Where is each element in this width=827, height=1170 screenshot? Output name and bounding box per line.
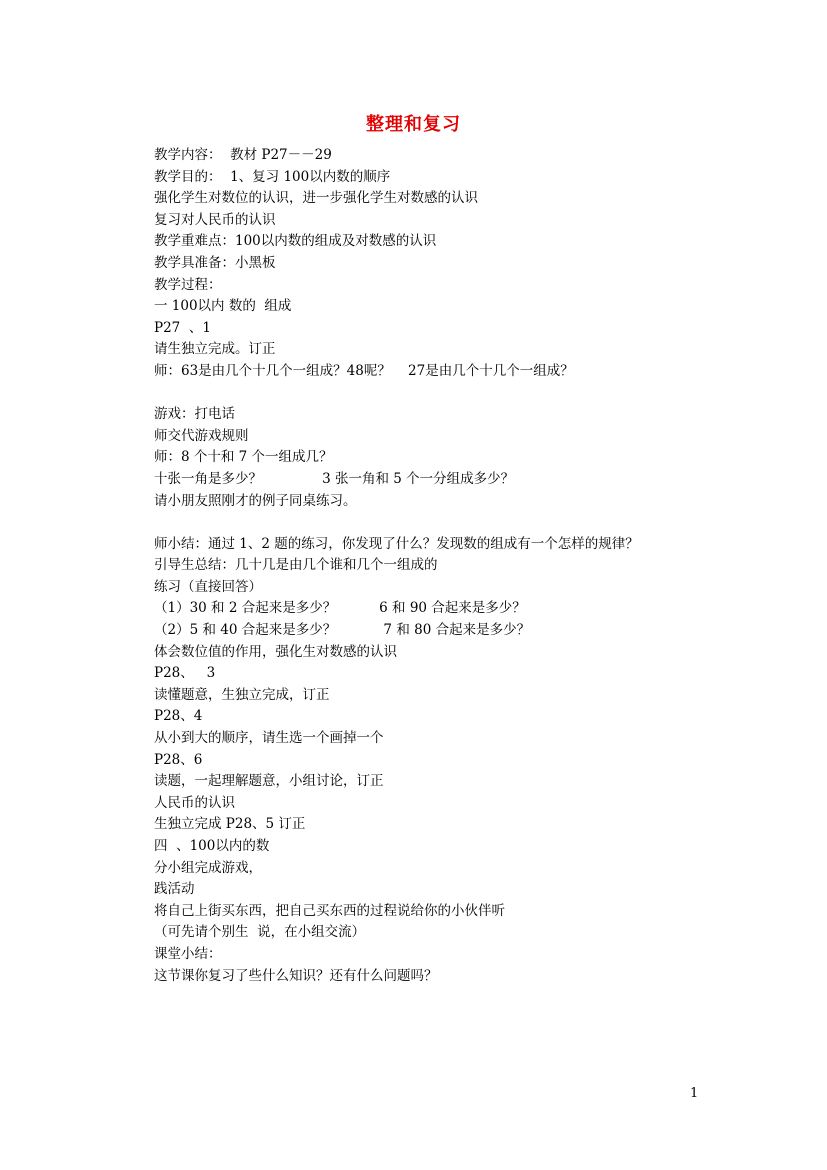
text-line: 生独立完成 P28、5 订正 [154, 816, 306, 833]
text-line: 教学目的： 1、复习 100以内数的顺序 [154, 168, 391, 185]
text-line: 教学具准备：小黑板 [154, 254, 276, 271]
page-number: 1 [690, 1086, 699, 1101]
text-line: P28、6 [154, 751, 203, 768]
text-line: P28、 3 [154, 665, 216, 682]
text-line: 请小朋友照刚才的例子同桌练习。 [154, 492, 357, 509]
text-line: 师小结：通过 1、2 题的练习，你发现了什么？发现数的组成有一个怎样的规律？ [154, 535, 639, 552]
text-line: 一 100以内 数的 组成 [154, 298, 292, 315]
text-line: 读懂题意，生独立完成，订正 [154, 686, 330, 703]
text-line: 强化学生对数位的认识，进一步强化学生对数感的认识 [154, 190, 478, 207]
text-line: 践活动 [154, 881, 195, 898]
text-line: 教学重难点：100以内数的组成及对数感的认识 [154, 233, 437, 250]
text-line: 教学过程： [154, 276, 222, 293]
text-line: 从小到大的顺序，请生选一个画掉一个 [154, 730, 384, 747]
text-line: 引导生总结：几十几是由几个谁和几个一组成的 [154, 557, 438, 574]
text-line: 分小组完成游戏， [154, 859, 262, 876]
text-line: 师交代游戏规则 [154, 427, 249, 444]
text-line: 教学内容： 教材 P27－－29 [154, 147, 332, 163]
text-line: 这节课你复习了些什么知识？还有什么问题吗？ [154, 967, 438, 984]
text-line: 读题，一起理解题意，小组讨论，订正 [154, 773, 384, 790]
text-line: 将自己上街买东西，把自己买东西的过程说给你的小伙伴听 [154, 902, 505, 919]
text-line: 师：63是由几个十几个一组成？48呢？ 27是由几个十几个一组成？ [154, 362, 574, 379]
text-line: 体会数位值的作用，强化生对数感的认识 [154, 643, 397, 660]
text-line: 游戏：打电话 [154, 406, 235, 423]
text-line: （1）30 和 2 合起来是多少？ 6 和 90 合起来是多少？ [154, 600, 526, 617]
text-line: 请生独立完成。订正 [154, 341, 276, 358]
document-title: 整理和复习 [366, 114, 461, 135]
text-line: 十张一角是多少？ 3 张一角和 5 个一分组成多少？ [154, 470, 515, 487]
text-line: P27 、1 [154, 319, 211, 336]
document-body [154, 145, 754, 987]
text-line: （可先请个别生 说，在小组交流） [154, 924, 366, 941]
text-line: 四 、100以内的数 [154, 838, 270, 854]
text-line: 课堂小结： [154, 945, 222, 962]
text-line: 复习对人民币的认识 [154, 211, 276, 228]
text-line: P28、4 [154, 708, 203, 725]
blank-line [154, 383, 754, 405]
text-line: （2）5 和 40 合起来是多少？ 7 和 80 合起来是多少？ [154, 622, 531, 639]
text-line: 人民币的认识 [154, 794, 235, 811]
text-line: 师：8 个十和 7 个一组成几？ [154, 449, 333, 466]
text-line: 练习（直接回答） [154, 578, 262, 595]
blank-line [154, 512, 754, 534]
